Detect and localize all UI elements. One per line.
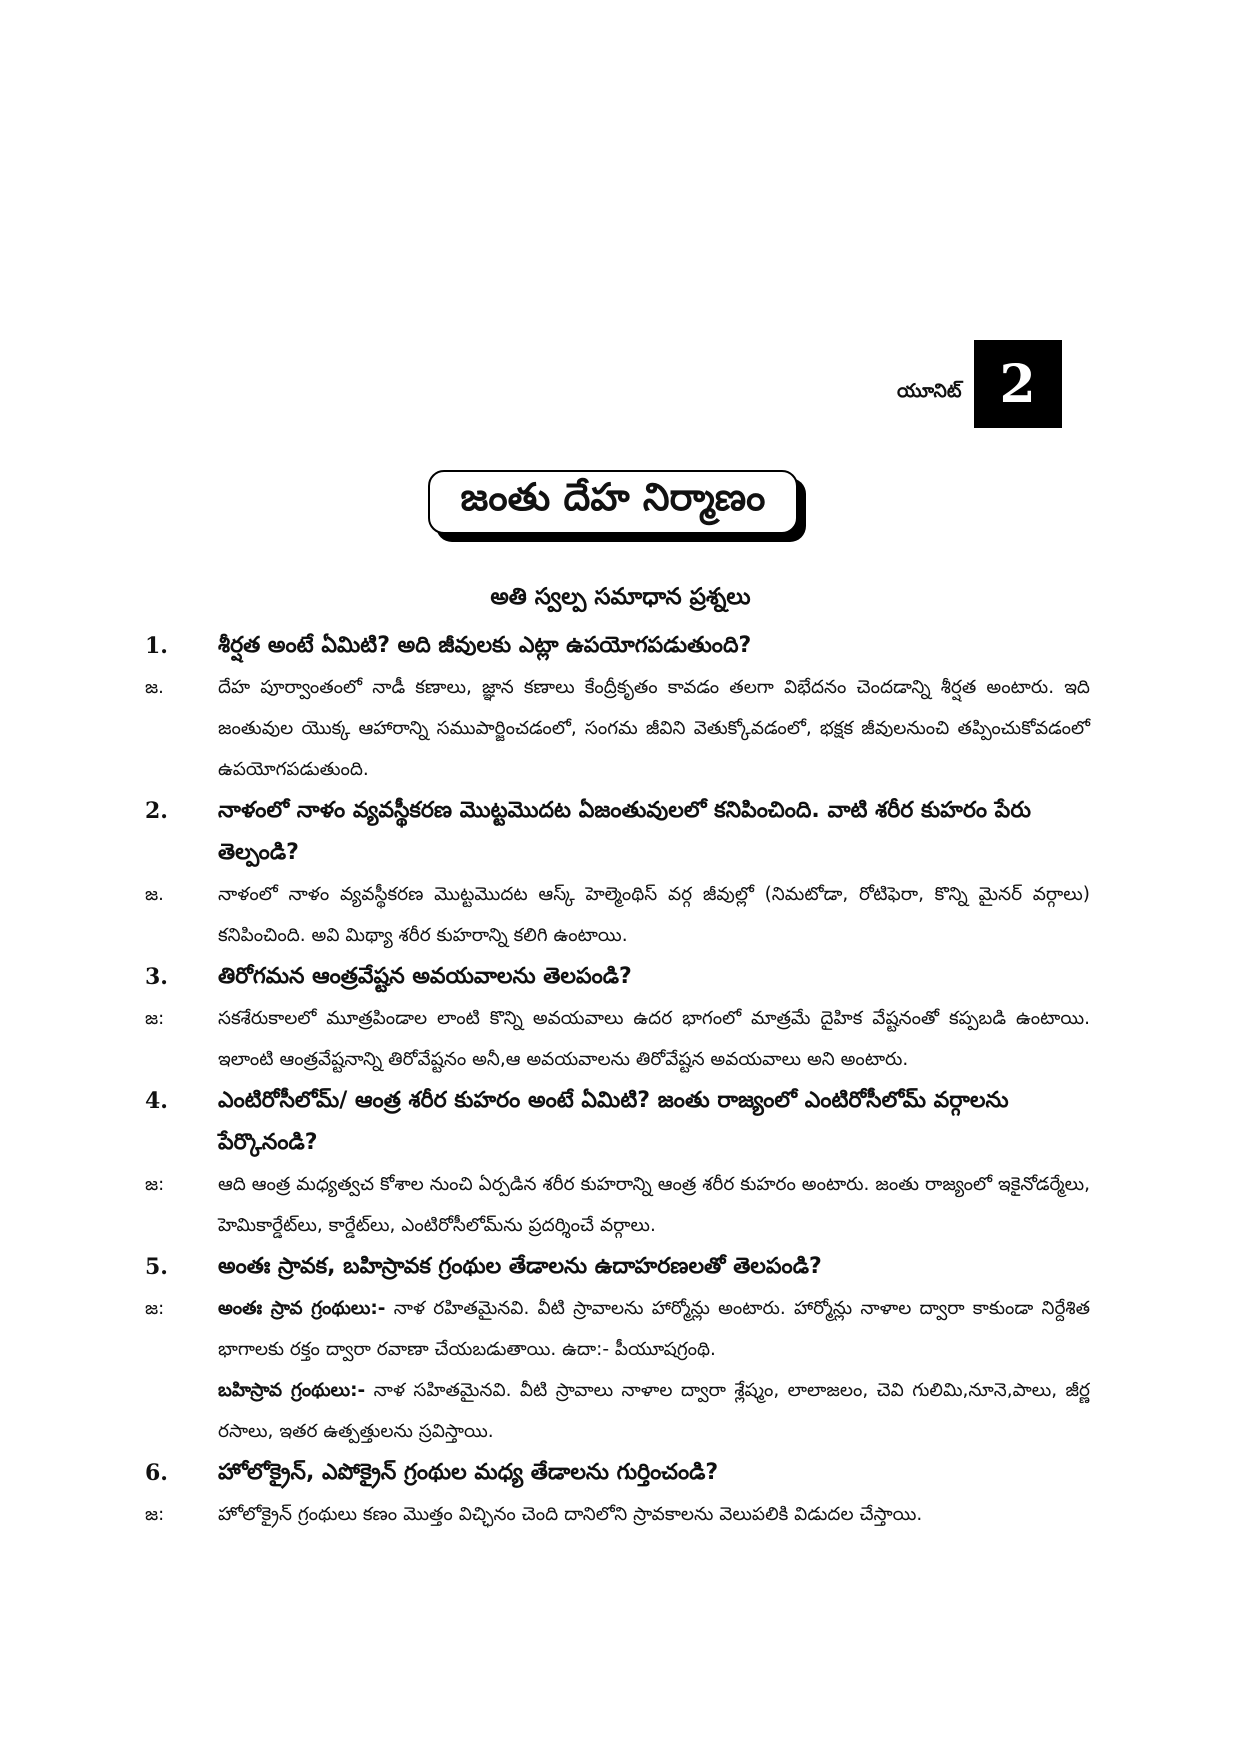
answer-text: సకశేరుకాలలో మూత్రపిండాల లాంటి కొన్ని అవయవాలు ఉదర భాగంలో మాత్రమే దైహిక వేష్టనంతో కప్పబడి ఉంటాయి. ఇలాంటి ఆంత్రవేష్టనాన్ని తిరోవేష్టనం అనీ,ఆ అవయవాలను తిరోవేష్టన అవయవాలు అని అంటారు. — [218, 1008, 1090, 1070]
question-text: తిరోగమన ఆంత్రవేష్టన అవయవాలను తెలపండి? — [218, 964, 632, 989]
section-heading: అతి స్వల్ప సమాధాన ప్రశ్నలు — [490, 584, 751, 610]
answer-marker: జ. — [145, 677, 164, 698]
answer-row — [145, 1494, 1090, 1536]
answer-marker: జ: — [145, 1008, 165, 1029]
answer-row — [145, 1164, 1090, 1246]
question-number: 3. — [145, 964, 168, 990]
answer-subheading: బహిస్రావ గ్రంథులు:- — [218, 1380, 366, 1401]
answer-marker: జ: — [145, 1504, 165, 1525]
chapter-title-frame — [428, 470, 806, 542]
question-number: 6. — [145, 1460, 168, 1486]
question-row — [145, 625, 1090, 667]
question-row — [145, 1452, 1090, 1494]
question-row — [145, 956, 1090, 998]
answer-text — [218, 1288, 1090, 1452]
answer-row — [145, 874, 1090, 956]
chapter-title: జంతు దేహ నిర్మాణం — [428, 470, 798, 534]
question-text: అంతః స్రావక, బహిస్రావక గ్రంథుల తేడాలను ఉదాహరణలతో తెలపండి? — [218, 1254, 822, 1279]
question-row — [145, 1080, 1090, 1164]
question-row — [145, 1246, 1090, 1288]
answer-row — [145, 667, 1090, 790]
answer-marker: జ. — [145, 884, 164, 905]
question-text: శీర్షత అంటే ఏమిటి? అది జీవులకు ఎట్లా ఉపయోగపడుతుంది? — [218, 633, 752, 658]
answer-marker: జ: — [145, 1174, 165, 1195]
answer-text: దేహ పూర్వాంతంలో నాడీ కణాలు, జ్ఞాన కణాలు కేంద్రీకృతం కావడం తలగా విభేదనం చెందడాన్ని శీర్షత అంటారు. ఇది జంతువుల యొక్క ఆహారాన్ని సముపార్జించడంలో, సంగమ జీవిని వెతుక్కోవడంలో, భక్షక జీవులనుంచి తప్పించుకోవడంలో ఉపయోగపడుతుంది. — [218, 677, 1090, 780]
question-number: 2. — [145, 798, 168, 824]
question-text: ఎంటిరోసీలోమ్/ ఆంత్ర శరీర కుహరం అంటే ఏమిటి? జంతు రాజ్యంలో ఎంటిరోసీలోమ్ వర్గాలను పేర్కొనండి? — [218, 1088, 1009, 1155]
question-row — [145, 790, 1090, 874]
question-text: హోలోక్రైన్, ఎపోక్రైన్ గ్రంథుల మధ్య తేడాలను గుర్తించండి? — [218, 1460, 719, 1485]
question-number: 1. — [145, 633, 168, 659]
answer-subtext: నాళ సహితమైనవి. వీటి స్రావాలు నాళాల ద్వారా శ్లేష్మం, లాలాజలం, చెవి గులిమి,నూనె,పాలు, జీర్ణ రసాలు, ఇతర ఉత్పత్తులను స్రవిస్తాయి. — [218, 1380, 1090, 1442]
question-number: 4. — [145, 1088, 168, 1114]
answer-subheading: అంతః స్రావ గ్రంథులు:- — [218, 1298, 386, 1319]
answer-text: ఆది ఆంత్ర మధ్యత్వచ కోశాల నుంచి ఏర్పడిన శరీర కుహరాన్ని ఆంత్ర శరీర కుహరం అంటారు. జంతు రాజ్యంలో ఇకైనోడర్మేలు, హెమికార్డేట్‌లు, కార్డేట్‌లు, ఎంటిరోసీలోమ్‌ను ప్రదర్శించే వర్గాలు. — [218, 1174, 1090, 1236]
question-text: నాళంలో నాళం వ్యవస్థీకరణ మొట్టమొదట ఏజంతువులలో కనిపించింది. వాటి శరీర కుహరం పేరు తెల్పండి? — [218, 798, 1031, 865]
answer-subtext: నాళ రహితమైనవి. వీటి స్రావాలను హార్మోన్లు అంటారు. హార్మోన్లు నాళాల ద్వారా కాకుండా నిర్దేశిత భాగాలకు రక్తం ద్వారా రవాణా చేయబడుతాయి. ఉదా:- పీయూషగ్రంథి. — [218, 1298, 1091, 1360]
question-number: 5. — [145, 1254, 168, 1280]
qa-list — [145, 625, 1090, 1536]
answer-row — [145, 998, 1090, 1080]
answer-text: నాళంలో నాళం వ్యవస్థీకరణ మొట్టమొదట ఆస్క్ హెల్మెంథిస్ వర్గ జీవుల్లో (నిమటోడా, రోటిఫెరా, కొన్ని మైనర్ వర్గాలు) కనిపించింది. అవి మిథ్యా శరీర కుహరాన్ని కలిగి ఉంటాయి. — [218, 884, 1090, 946]
unit-label: యూనిట్ — [897, 379, 962, 402]
answer-text: హోలోక్రైన్ గ్రంథులు కణం మొత్తం విచ్ఛినం చెంది దానిలోని స్రావకాలను వెలుపలికి విడుదల చేస్తాయి. — [218, 1504, 923, 1525]
unit-number-box: 2 — [974, 340, 1062, 428]
answer-row — [145, 1288, 1090, 1452]
answer-marker: జ: — [145, 1298, 165, 1319]
unit-header — [897, 340, 1062, 428]
